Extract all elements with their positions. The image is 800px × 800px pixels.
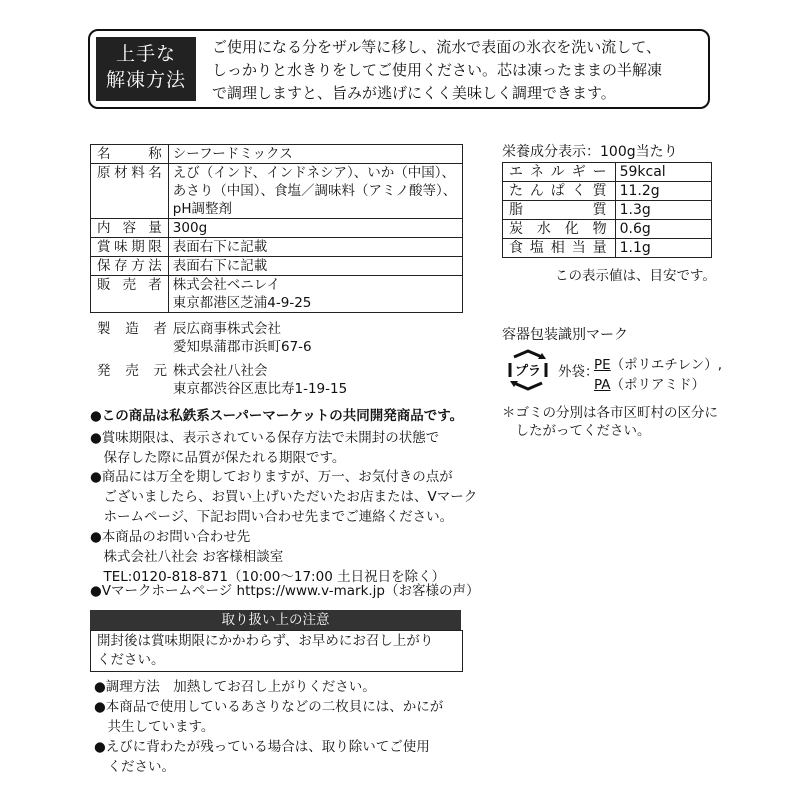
note-quality bbox=[90, 467, 477, 527]
nutrition-table bbox=[502, 162, 712, 258]
spec-row-name bbox=[91, 145, 463, 164]
distributor-value bbox=[173, 362, 347, 398]
distributor-line: 東京都渋谷区恵比寿1-19-15 bbox=[173, 381, 348, 397]
material-pa bbox=[594, 373, 705, 393]
maker-line: 辰広商事株式会社 bbox=[173, 321, 281, 337]
spec-row-ingredients bbox=[91, 164, 463, 219]
handling-devein bbox=[94, 737, 430, 777]
nutrition-label: エネルギー bbox=[503, 163, 616, 182]
maker-block bbox=[97, 320, 167, 338]
nutrition-title: 栄養成分表示：100g当たり bbox=[502, 144, 678, 160]
spec-label: 賞味期限 bbox=[91, 238, 169, 257]
spec-value: 表面右下に記載 bbox=[168, 257, 462, 276]
note-line: 保存した際に品質が保たれる期限です。 bbox=[90, 450, 346, 466]
note-line: ●賞味期限は、表示されている保存方法で未開封の状態で bbox=[90, 430, 440, 446]
thaw-line: しっかりと水きりをしてご使用ください。芯は凍ったままの半解凍 bbox=[212, 61, 663, 79]
distributor-block bbox=[97, 362, 167, 380]
ingredients-line: えび（インド、インドネシア）、いか（中国）、 bbox=[172, 165, 455, 181]
material-name: （ポリアミド） bbox=[610, 377, 706, 393]
nutrition-label: 脂質 bbox=[503, 201, 616, 220]
nutrition-label: 炭水化物 bbox=[503, 220, 616, 239]
thaw-label-line1: 上手な bbox=[115, 43, 176, 65]
handling-box-line: ください。 bbox=[97, 652, 165, 668]
handling-title: 取り扱い上の注意 bbox=[90, 610, 461, 630]
nutrition-row bbox=[503, 239, 712, 258]
note-contact bbox=[90, 527, 445, 587]
spec-value: シーフードミックス bbox=[168, 145, 462, 164]
nutrition-value: 1.3g bbox=[615, 201, 711, 220]
note-line: ●えびに背わたが残っている場合は、取り除いてご使用 bbox=[94, 739, 430, 755]
spec-value: 表面右下に記載 bbox=[168, 238, 462, 257]
note-line: ●本商品で使用しているあさりなどの二枚貝には、かにが bbox=[94, 699, 444, 715]
thaw-method-text bbox=[212, 36, 707, 105]
spec-row-storage bbox=[91, 257, 463, 276]
material-code: PA bbox=[594, 377, 611, 393]
garbage-line: ＊ゴミの分別は各市区町村の区分に bbox=[502, 405, 718, 421]
packaging-mark-title: 容器包装識別マーク bbox=[502, 327, 628, 343]
nutrition-value: 0.6g bbox=[615, 220, 711, 239]
nutrition-label: たんぱく質 bbox=[503, 182, 616, 201]
note-line: TEL:0120-818-871（10:00～17:00 土日祝日を除く） bbox=[90, 569, 446, 585]
note-line: 共生しています。 bbox=[94, 719, 215, 735]
maker-value bbox=[173, 320, 312, 356]
product-spec-table bbox=[90, 144, 463, 313]
outer-bag-label: 外袋： bbox=[558, 364, 599, 380]
seller-line: 東京都港区芝浦4-9-25 bbox=[172, 295, 312, 311]
note-line: ●商品には万全を期しておりますが、万一、お気付きの点が bbox=[90, 469, 453, 485]
handling-box bbox=[90, 630, 463, 672]
note-best-before bbox=[90, 428, 439, 468]
spec-label: 原材料名 bbox=[91, 164, 169, 219]
handling-shellfish bbox=[94, 697, 443, 737]
maker-label: 製造者 bbox=[97, 321, 167, 337]
spec-value bbox=[168, 276, 462, 313]
seller-line: 株式会社ベニレイ bbox=[172, 277, 281, 293]
distributor-label: 発売元 bbox=[97, 363, 167, 379]
spec-label: 内容量 bbox=[91, 219, 169, 238]
nutrition-label: 食塩相当量 bbox=[503, 239, 616, 258]
spec-label: 名称 bbox=[91, 145, 169, 164]
spec-value bbox=[168, 164, 462, 219]
spec-value: 300g bbox=[168, 219, 462, 238]
note-vmark-website: ●Vマークホームページ https://www.v-mark.jp（お客様の声） bbox=[90, 583, 480, 599]
nutrition-row bbox=[503, 163, 712, 182]
pla-icon-text: プラ bbox=[514, 364, 542, 379]
maker-line: 愛知県蒲郡市浜町67-6 bbox=[173, 339, 312, 355]
spec-row-bestbefore bbox=[91, 238, 463, 257]
thaw-line: ご使用になる分をザル等に移し、流水で表面の氷衣を洗い流して、 bbox=[212, 38, 661, 56]
thaw-label-line2: 解凍方法 bbox=[105, 69, 186, 91]
nutrition-value: 11.2g bbox=[615, 182, 711, 201]
note-line: ホームページ、下記お問い合わせ先までご連絡ください。 bbox=[90, 509, 454, 525]
nutrition-row bbox=[503, 201, 712, 220]
garbage-line: したがってください。 bbox=[502, 423, 651, 439]
distributor-line: 株式会社八社会 bbox=[173, 363, 268, 379]
nutrition-note: この表示値は、目安です。 bbox=[555, 268, 716, 284]
pla-recycle-icon bbox=[506, 347, 550, 391]
handling-box-line: 開封後は賞味期限にかかわらず、お早めにお召し上がり bbox=[97, 633, 434, 649]
nutrition-row bbox=[503, 182, 712, 201]
note-line: 株式会社八社会 お客様相談室 bbox=[90, 549, 284, 565]
nutrition-value: 1.1g bbox=[615, 239, 711, 258]
nutrition-value: 59kcal bbox=[615, 163, 711, 182]
spec-label: 販売者 bbox=[91, 276, 169, 313]
spec-label: 保存方法 bbox=[91, 257, 169, 276]
note-joint-development: ●この商品は私鉄系スーパーマーケットの共同開発商品です。 bbox=[90, 408, 464, 424]
thaw-method-label bbox=[96, 37, 196, 101]
spec-row-seller bbox=[91, 276, 463, 313]
note-line: ございましたら、お買い上げいただいたお店または、Vマーク bbox=[90, 489, 478, 505]
material-code: PE bbox=[594, 357, 611, 373]
handling-cooking: ●調理方法 加熱してお召し上がりください。 bbox=[94, 679, 376, 695]
material-name: （ポリエチレン）, bbox=[610, 357, 723, 373]
material-pe bbox=[594, 353, 722, 373]
ingredients-line: pH調整剤 bbox=[172, 201, 233, 217]
nutrition-row bbox=[503, 220, 712, 239]
ingredients-line: あさり（中国）、食塩／調味料（アミノ酸等）、 bbox=[172, 183, 457, 199]
note-line: ●本商品のお問い合わせ先 bbox=[90, 529, 251, 545]
spec-row-content bbox=[91, 219, 463, 238]
note-line: ください。 bbox=[94, 759, 175, 775]
garbage-sorting-note bbox=[502, 404, 722, 440]
thaw-line: で調理しますと、旨みが逃げにくく美味しく調理できます。 bbox=[212, 84, 616, 102]
